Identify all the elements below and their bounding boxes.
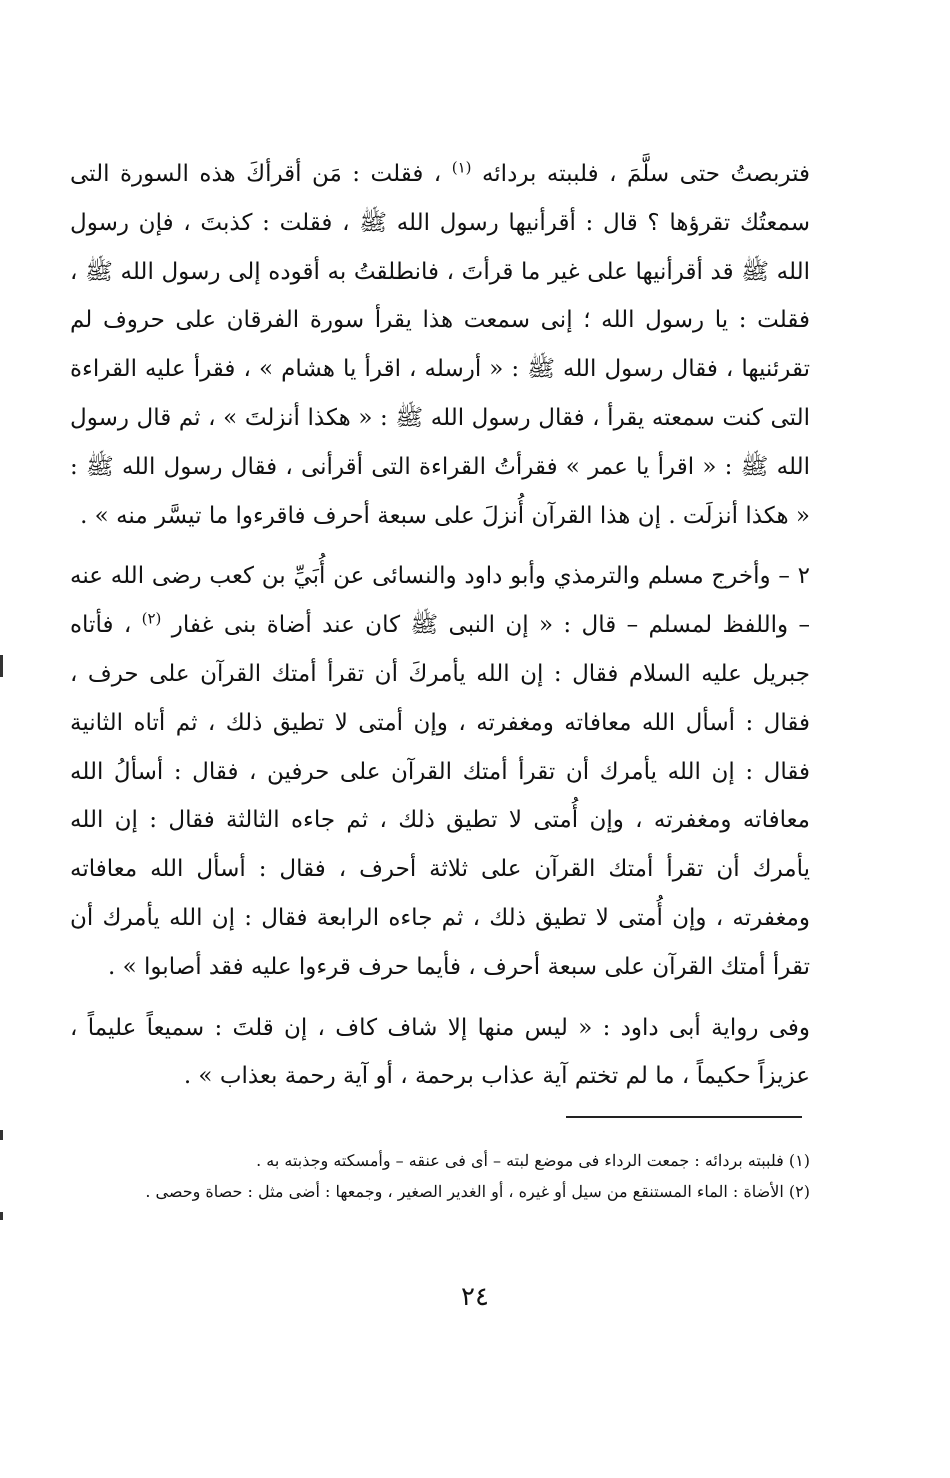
footnote-marker-2[interactable]: (٢) <box>141 609 162 628</box>
paragraph-hadith-ubayy <box>70 552 810 991</box>
footnote-marker-1[interactable]: (١) <box>451 158 472 177</box>
scan-edge-mark <box>0 655 3 677</box>
scan-edge-mark <box>0 1212 3 1220</box>
paragraph-text: ٢ – وأخرج مسلم والترمذي وأبو داود والنسائى عن أُبَيِّ بن كعب رضى الله عنه – واللفظ لمسلم – قال : « إن النبى ﷺ كان عند أضاة بنى غفار <box>70 563 810 639</box>
paragraph-text: ، فقلت : مَن أقرأكَ هذه السورة التى سمعتُك تقرؤها ؟ قال : أقرأنيها رسول الله ﷺ ، فقلت : كذبتَ ، فإن رسول الله ﷺ قد أقرأنيها على غير ما قرأتَ ، فانطلقتُ به أقوده إلى رسول الله ﷺ ، فقلت : يا رسول الله ؛ إنى سمعت هذا يقرأ سورة الفرقان على حروف لم تقرئنيها ، فقال رسول الله ﷺ : « أرسله ، اقرأ يا هشام » ، فقرأ عليه القراءة التى كنت سمعته يقرأ ، فقال رسول الله ﷺ : « هكذا أنزلتَ » ، ثم قال رسول الله ﷺ : « اقرأ يا عمر » فقرأتُ القراءة التى أقرأنى ، فقال رسول الله ﷺ : « هكذا أنزلَت . إن هذا القرآن أُنزلَ على سبعة أحرف فاقرءوا ما تيسَّر منه » . <box>70 161 810 529</box>
main-text <box>70 150 810 1101</box>
paragraph-abu-dawud <box>70 1004 810 1102</box>
paragraph-text: فتربصتُ حتى سلَّمَ ، فلببته بردائه <box>481 161 810 187</box>
footnote-2: (٢) الأضاة : الماء المستنقع من سيل أو غيره ، أو الغدير الصغير ، وجمعها : أضى مثل : حصاة وحصى . <box>145 1182 810 1201</box>
footnote-1: (١) فلببته بردائه : جمعت الرداء فى موضع لبته – أى فى عنقه – وأمسكته وجذبته به . <box>256 1151 810 1170</box>
page-number: ٢٤ <box>461 1282 489 1312</box>
scan-edge-mark <box>0 1130 3 1140</box>
paragraph-hadith-umar <box>70 150 810 540</box>
footnote-separator <box>566 1116 802 1118</box>
footnotes <box>70 1145 810 1207</box>
paragraph-text: وفى رواية أبى داود : « ليس منها إلا شاف كاف ، إن قلتَ : سميعاً عليماً ، عزيزاً حكيماً ، ما لم تختم آية عذاب برحمة ، أو آية رحمة بعذاب » . <box>70 1014 810 1090</box>
paragraph-text: ، فأتاه جبريل عليه السلام فقال : إن الله يأمركَ أن تقرأ أمتك القرآن على حرف ، فقال : أسأل الله معافاته ومغفرته ، وإن أمتى لا تطيق ذلك ، ثم أتاه الثانية فقال : إن الله يأمرك أن تقرأ أمتك القرآن على حرفين ، فقال : أسألُ الله معافاته ومغفرته ، وإن أُمتى لا تطيق ذلك ، ثم جاءه الثالثة فقال : إن الله يأمرك أن تقرأ أمتك القرآن على ثلاثة أحرف ، فقال : أسأل الله معافاته ومغفرته ، وإن أُمتى لا تطيق ذلك ، ثم جاءه الرابعة فقال : إن الله يأمرك أن تقرأ أمتك القرآن على سبعة أحرف ، فأيما حرف قرءوا عليه فقد أصابوا » . <box>70 612 810 980</box>
